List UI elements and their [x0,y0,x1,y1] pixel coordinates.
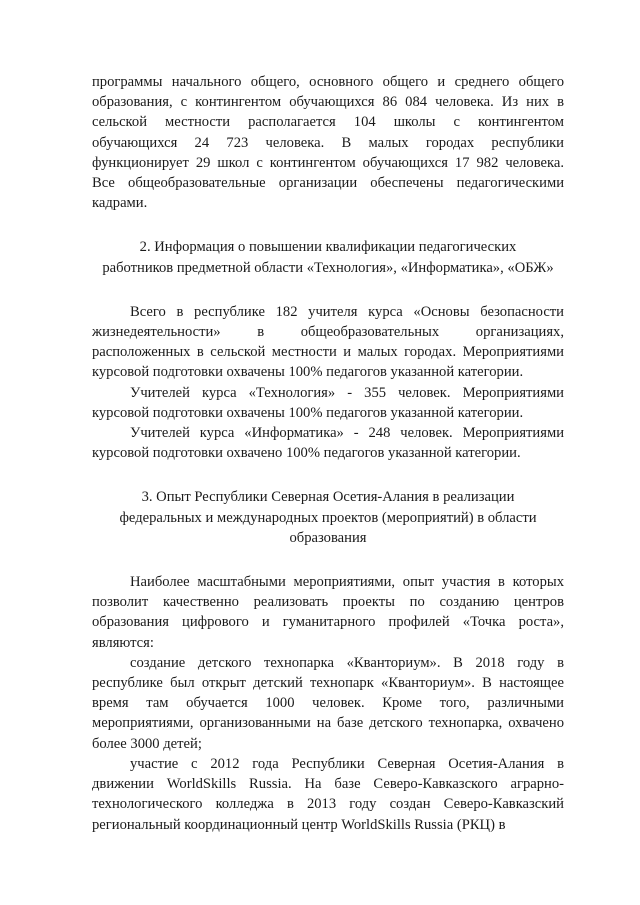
section-2-heading-line-1: 2. Информация о повышении квалификации педагогических [139,239,517,256]
spacer [92,213,564,237]
section-3-paragraph: Наиболее масштабными мероприятиями, опыт участия в которых позволит качественно реализовать проекты по созданию центров образования цифрового и гуманитарного профилей «Точка роста», являются: [92,574,564,651]
section-3-paragraph: создание детского технопарка «Кванториум». В 2018 году в республике был открыт детский технопарк «Кванториум». В настоящее время там обучается 1000 человек. Кроме того, различными мероприятиями, организованными на базе детского технопарка, охвачено более 3000 детей; [92,654,564,752]
section-3-heading-line-3: образования [289,529,367,546]
section-2-heading [92,237,564,277]
section-3-paragraph: участие с 2012 года Республики Северная Осетия-Алания в движении WorldSkills Russia. На базе Северо-Кавказского аграрно-технологического колледжа в 2013 году создан Северо-Кавказский региональный координационный центр WorldSkills Russia (РКЦ) в [92,755,564,833]
section-2-paragraph: Всего в республике 182 учителя курса «Основы безопасности жизнедеятельности» в общеобразовательных организациях, расположенных в сельской местности и малых городах. Мероприятиями курсовой подготовки охвачены 100% педагогов указанной категории. [92,303,564,381]
section-3-body [92,572,564,835]
section-2-heading-line-2: работников предметной области «Технология», «Информатика», «ОБЖ» [102,259,554,276]
section-2-paragraph: Учителей курса «Технология» - 355 человек. Мероприятиями курсовой подготовки охвачены 100% педагогов указанной категории. [92,384,564,421]
spacer [92,463,564,487]
spacer [92,278,564,302]
section-3-heading-line-1: 3. Опыт Республики Северная Осетия-Алания в реализации [141,489,515,506]
spacer [92,548,564,572]
document-page [92,72,564,835]
section-2-paragraph: Учителей курса «Информатика» - 248 человек. Мероприятиями курсовой подготовки охвачено 100% педагогов указанной категории. [92,425,564,462]
section-3-heading [92,487,564,548]
intro-paragraph: программы начального общего, основного общего и среднего общего образования, с контингентом обучающихся 86 084 человека. Из них в сельской местности располагается 104 школы с контингентом обучающихся 24 723 человека. В малых городах республики функционирует 29 школ с контингентом обучающихся 17 982 человека. Все общеобразовательные организации обеспечены педагогическими кадрами. [92,74,564,212]
section-2-body [92,302,564,464]
section-3-heading-line-2: федеральных и международных проектов (мероприятий) в области [119,509,537,526]
